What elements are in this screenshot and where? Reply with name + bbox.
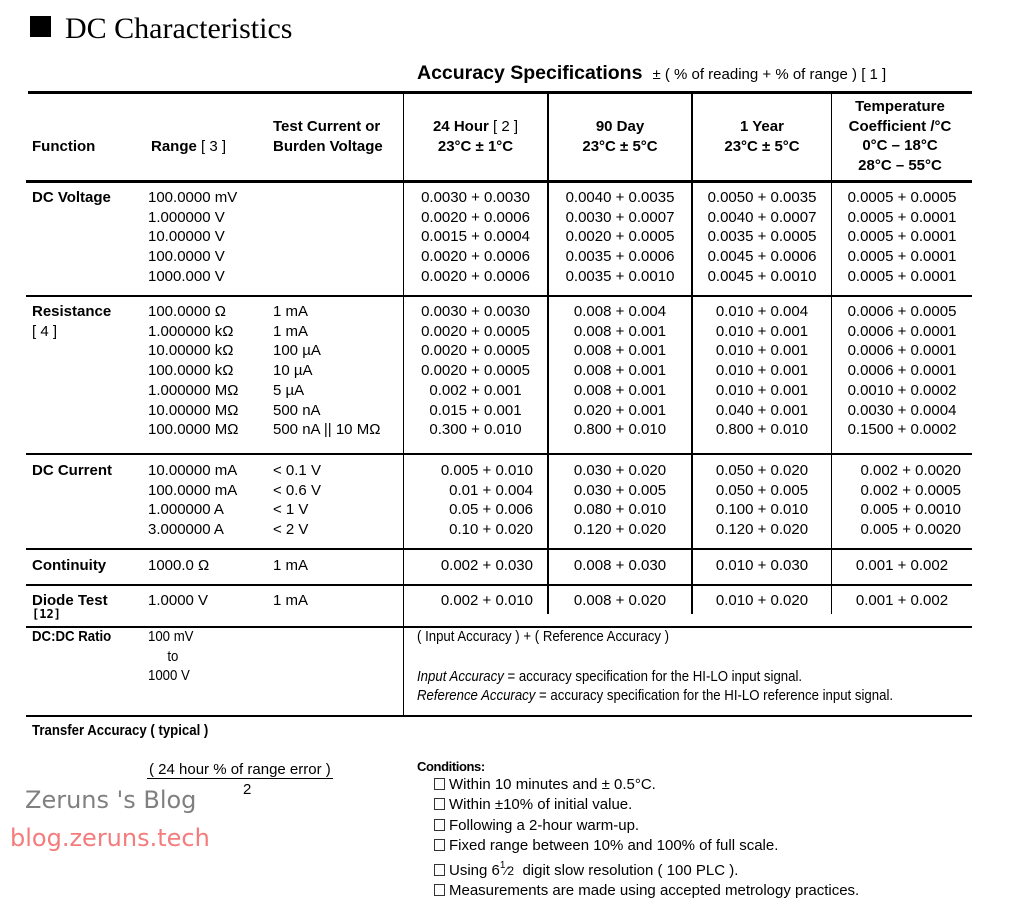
cont-90d: 0.008 + 0.030 — [573, 557, 667, 574]
function-dc-current: DC Current — [32, 462, 113, 479]
condition-item: Within ±10% of initial value. — [434, 795, 859, 815]
cont-test-current: 1 mA — [273, 557, 309, 574]
conditions-list — [434, 775, 859, 902]
cont-1y: 0.010 + 0.030 — [715, 557, 809, 574]
dci-1y-list: 0.050 + 0.020 0.050 + 0.005 0.100 + 0.010 0.120 + 0.020 — [715, 462, 809, 539]
res-24h-list: 0.0030 + 0.0030 0.0020 + 0.0005 0.0020 + 0.0005 0.0020 + 0.0005 0.002 + 0.001 0.015 + 0.001 0.300 + 0.010 — [421, 303, 530, 439]
table-bottom-rule — [26, 715, 972, 717]
dcv-range-list: 100.0000 mV 1.000000 V 10.00000 V 100.0000 V 1000.000 V — [148, 189, 238, 285]
ratio-formula: ( Input Accuracy ) + ( Reference Accuracy ) — [417, 628, 670, 645]
transfer-formula-denominator: 2 — [243, 781, 252, 798]
col-header-90-day: 90 Day 23°C ± 5°C — [582, 118, 658, 155]
dci-temp-list: 0.002 + 0.0020 0.002 + 0.0005 0.005 + 0.0010 0.005 + 0.0020 — [860, 462, 961, 539]
accuracy-spec-header: Accuracy Specifications ± ( % of reading + % of range ) [ 1 ] — [417, 62, 887, 84]
function-diode-test: Diode Test — [32, 592, 108, 609]
function-dc-dc-ratio: DC:DC Ratio — [32, 628, 112, 645]
col-header-function: Function — [32, 138, 96, 155]
watermark-blog-name: Zeruns 's Blog — [25, 786, 197, 814]
dci-90d-list: 0.030 + 0.020 0.030 + 0.005 0.080 + 0.010 0.120 + 0.020 — [573, 462, 667, 539]
checkbox-bullet-icon — [434, 778, 445, 790]
diode-note: [12] — [32, 607, 61, 621]
condition-item: Measurements are made using accepted metrology practices. — [434, 881, 859, 901]
dcv-temp-list: 0.0005 + 0.0005 0.0005 + 0.0001 0.0005 + 0.0001 0.0005 + 0.0001 0.0005 + 0.0001 — [847, 189, 957, 285]
diode-temp: 0.001 + 0.002 — [855, 592, 949, 609]
col-header-1-year: 1 Year 23°C ± 5°C — [724, 118, 800, 155]
ratio-input-accuracy: Input Accuracy = accuracy specification for the HI-LO input signal. — [417, 668, 803, 685]
col-header-temperature-coefficient: Temperature Coefficient /°C 0°C – 18°C 28°C – 55°C — [848, 98, 952, 174]
diode-90d: 0.008 + 0.020 — [573, 592, 667, 609]
square-bullet-icon — [30, 16, 51, 37]
ratio-reference-accuracy: Reference Accuracy = accuracy specification for the HI-LO reference input signal. — [417, 687, 894, 704]
transfer-formula-numerator: ( 24 hour % of range error ) — [149, 761, 331, 778]
col-header-24-hour: 24 Hour [ 2 ] 23°C ± 1°C — [432, 118, 519, 155]
cont-temp: 0.001 + 0.002 — [855, 557, 949, 574]
checkbox-bullet-icon — [434, 819, 445, 831]
condition-item: Following a 2-hour warm-up. — [434, 816, 859, 836]
cont-24h: 0.002 + 0.030 — [440, 557, 533, 574]
checkbox-bullet-icon — [434, 864, 445, 876]
res-temp-list: 0.0006 + 0.0005 0.0006 + 0.0001 0.0006 + 0.0001 0.0006 + 0.0001 0.0010 + 0.0002 0.0030 + 0.0004 0.1500 + 0.0002 — [847, 303, 957, 439]
condition-item: Within 10 minutes and ± 0.5°C. — [434, 775, 859, 795]
diode-1y: 0.010 + 0.020 — [715, 592, 809, 609]
function-continuity: Continuity — [32, 557, 107, 574]
res-1y-list: 0.010 + 0.004 0.010 + 0.001 0.010 + 0.001 0.010 + 0.001 0.010 + 0.001 0.040 + 0.001 0.800 + 0.010 — [715, 303, 809, 439]
watermark-blog-url: blog.zeruns.tech — [10, 824, 210, 852]
dcv-90d-list: 0.0040 + 0.0035 0.0030 + 0.0007 0.0020 + 0.0005 0.0035 + 0.0006 0.0035 + 0.0010 — [565, 189, 675, 285]
res-90d-list: 0.008 + 0.004 0.008 + 0.001 0.008 + 0.001 0.008 + 0.001 0.008 + 0.001 0.020 + 0.001 0.800 + 0.010 — [573, 303, 667, 439]
dci-burden-list: < 0.1 V < 0.6 V < 1 V < 2 V — [273, 462, 321, 539]
cont-range: 1000.0 Ω — [148, 557, 210, 574]
checkbox-bullet-icon — [434, 798, 445, 810]
res-test-current-list: 1 mA 1 mA 100 µA 10 µA 5 µA 500 nA 500 nA || 10 MΩ — [273, 303, 381, 439]
res-range-list: 100.0000 Ω 1.000000 kΩ 10.00000 kΩ 100.0000 kΩ 1.000000 MΩ 10.00000 MΩ 100.0000 MΩ — [148, 303, 239, 439]
col-header-range: Range [ 3 ] — [151, 138, 227, 155]
function-resistance: Resistance [ 4 ] — [32, 303, 112, 340]
diode-24h: 0.002 + 0.010 — [440, 592, 533, 609]
conditions-title: Conditions: — [417, 759, 485, 774]
condition-item: Fixed range between 10% and 100% of full scale. — [434, 836, 859, 856]
diode-test-current: 1 mA — [273, 592, 309, 609]
transfer-accuracy-title: Transfer Accuracy ( typical ) — [32, 722, 209, 739]
dci-range-list: 10.00000 mA 100.0000 mA 1.000000 A 3.000000 A — [148, 462, 238, 539]
dci-24h-list: 0.005 + 0.010 0.01 + 0.004 0.05 + 0.006 0.10 + 0.020 — [440, 462, 533, 539]
checkbox-bullet-icon — [434, 839, 445, 851]
ratio-range-list: 100 mV to 1000 V — [148, 628, 194, 685]
checkbox-bullet-icon — [434, 884, 445, 896]
function-dc-voltage: DC Voltage — [32, 189, 111, 206]
diode-range: 1.0000 V — [148, 592, 209, 609]
col-header-test-current: Test Current or Burden Voltage — [273, 118, 383, 155]
page-title: DC Characteristics — [30, 12, 292, 46]
dcv-24h-list: 0.0030 + 0.0030 0.0020 + 0.0006 0.0015 + 0.0004 0.0020 + 0.0006 0.0020 + 0.0006 — [421, 189, 530, 285]
condition-item: Using $6^1⁄2$ digit slow resolution ( 100 PLC ). — [434, 856, 859, 881]
dcv-1y-list: 0.0050 + 0.0035 0.0040 + 0.0007 0.0035 + 0.0005 0.0045 + 0.0006 0.0045 + 0.0010 — [707, 189, 817, 285]
